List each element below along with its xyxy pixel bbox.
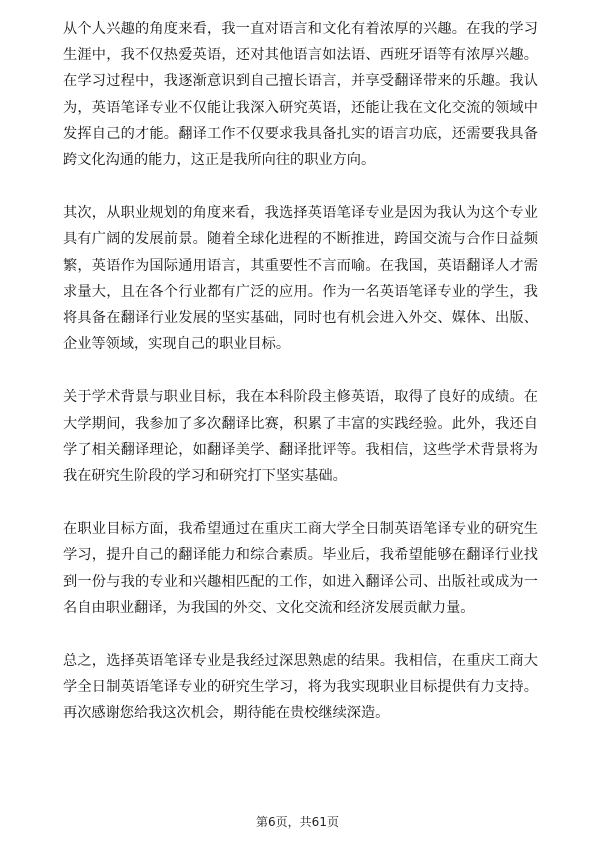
paragraph-personal-interest: 从个人兴趣的角度来看，我一直对语言和文化有着浓厚的兴趣。在我的学习生涯中，我不仅热爱英语，还对其他语言如法语、西班牙语等有浓厚兴趣。在学习过程中，我逐渐意识到自己擅长语言，并享受翻译带来的乐趣。我认为，英语笔译专业不仅能让我深入研究英语，还能让我在文化交流的领域中发挥自己的才能。翻译工作不仅要求我具备扎实的语言功底，还需要我具备跨文化沟通的能力，这正是我所向往的职业方向。 (63, 21, 538, 169)
paragraph-career-planning: 其次，从职业规划的角度来看，我选择英语笔译专业是因为我认为这个专业具有广阔的发展前景。随着全球化进程的不断推进，跨国交流与合作日益频繁，英语作为国际通用语言，其重要性不言而喻。在我国，英语翻译人才需求量大，且在各个行业都有广泛的应用。作为一名英语笔译专业的学生，我将具备在翻译行业发展的坚实基础，同时也有机会进入外交、媒体、出版、企业等领域，实现自己的职业目标。 (63, 205, 538, 353)
document-body (63, 16, 538, 727)
paragraph-conclusion: 总之，选择英语笔译专业是我经过深思熟虑的结果。我相信，在重庆工商大学全日制英语笔译专业的研究生学习，将为我实现职业目标提供有力支持。再次感谢您给我这次机会，期待能在贵校继续深造。 (63, 653, 538, 722)
paragraph-career-goals: 在职业目标方面，我希望通过在重庆工商大学全日制英语笔译专业的研究生学习，提升自己的翻译能力和综合素质。毕业后，我希望能够在翻译行业找到一份与我的专业和兴趣相匹配的工作，如进入翻译公司、出版社或成为一名自由职业翻译，为我国的外交、文化交流和经济发展贡献力量。 (63, 521, 538, 616)
page-number-footer: 第6页，共61页 (256, 815, 339, 829)
paragraph-academic-background: 关于学术背景与职业目标，我在本科阶段主修英语，取得了良好的成绩。在大学期间，我参加了多次翻译比赛，积累了丰富的实践经验。此外，我还自学了相关翻译理论，如翻译美学、翻译批评等。我相信，这些学术背景将为我在研究生阶段的学习和研究打下坚实基础。 (63, 389, 538, 485)
